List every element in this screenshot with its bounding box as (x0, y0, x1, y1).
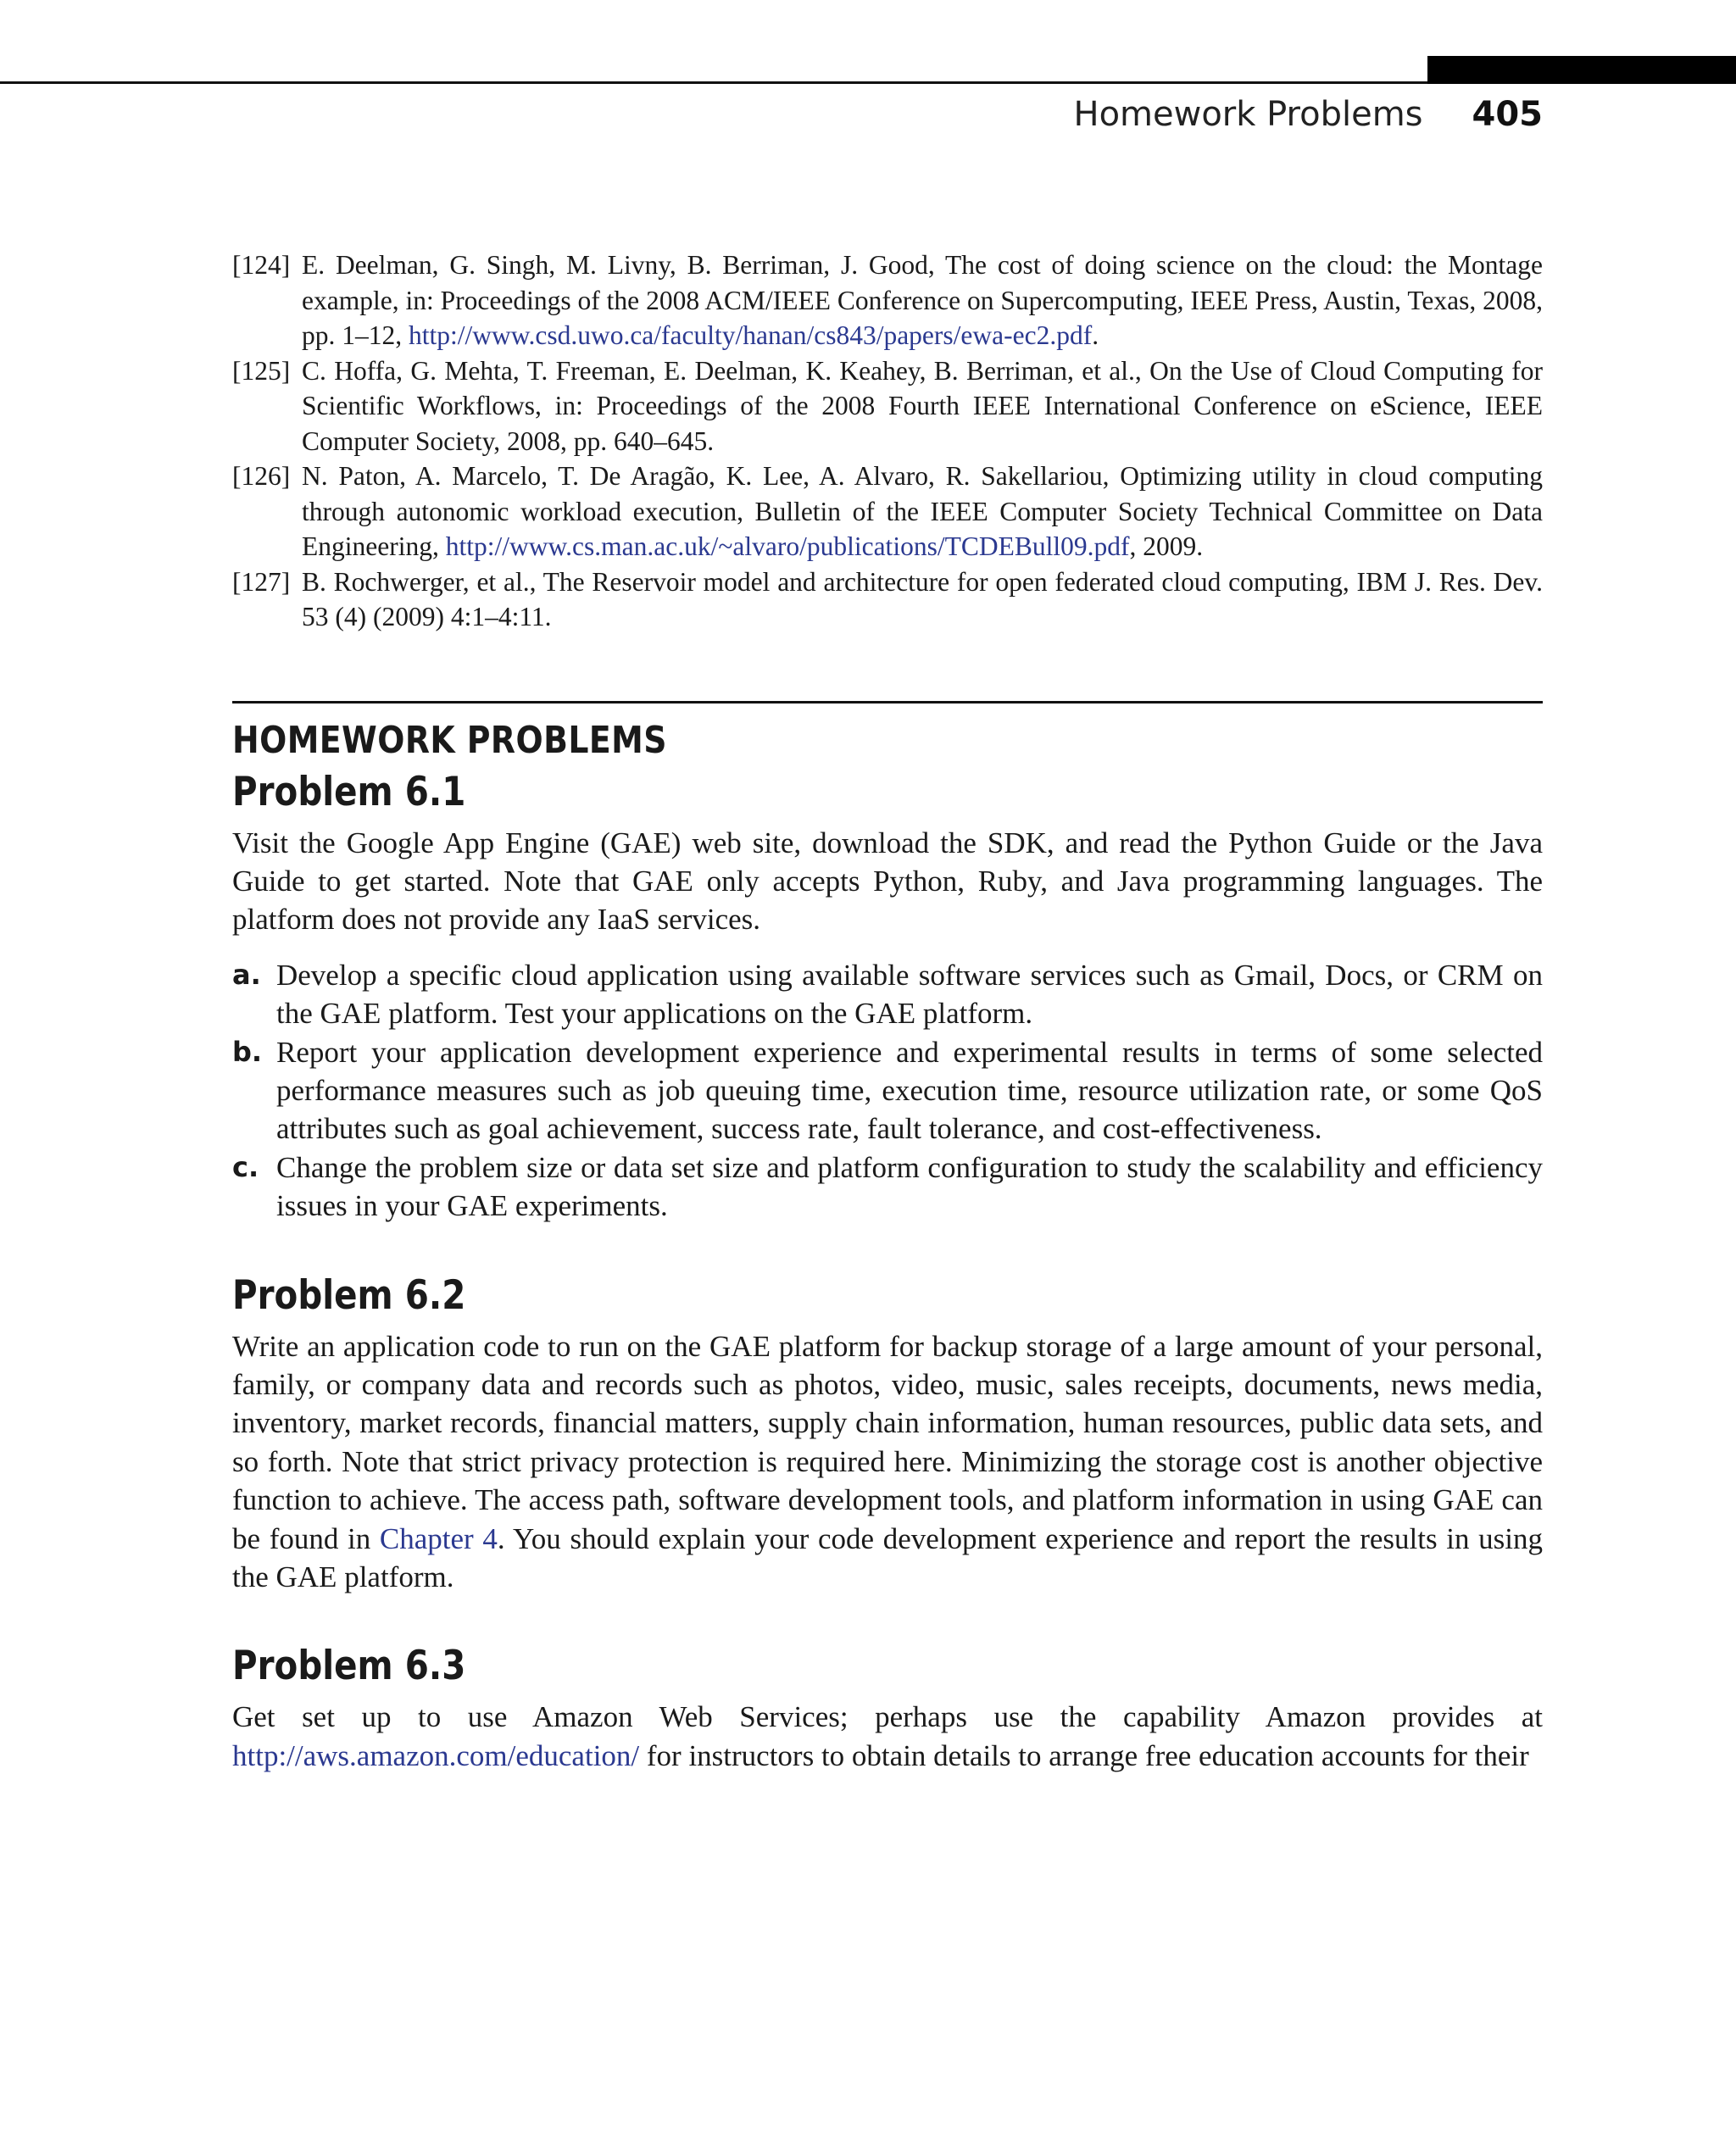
problem-6-2-text-end: . You should explain your code development experience and report the results in using the GAE platform. (232, 1521, 1544, 1593)
reference-item (232, 247, 1543, 353)
subitem-text: Develop a specific cloud application using available software services such as Gmail, Docs, or CRM on the GAE platform. Test your applications on the GAE platform. (276, 958, 1543, 1031)
problem-6-1-intro: Visit the Google App Engine (GAE) web site, download the SDK, and read the Python Guide or the Java Guide to get started. Note that GAE only accepts Python, Ruby, and Java programming languages. The platform does not provide any IaaS services. (232, 826, 1543, 937)
page-body (232, 247, 1543, 1775)
section-heading: HOMEWORK PROBLEMS (232, 718, 667, 762)
reference-number: [126] (232, 461, 291, 491)
problem-6-3-body (232, 1698, 1543, 1775)
reference-item (232, 564, 1543, 635)
chapter-4-link[interactable]: Chapter 4 (379, 1521, 498, 1555)
reference-item (232, 459, 1543, 564)
reference-text: C. Hoffa, G. Mehta, T. Freeman, E. Deelman, K. Keahey, B. Berriman, et al., On the Use of Cloud Computing for Scientific Workflows, in: Proceedings of the 2008 Fourth IEEE International Conference on eScience, IEEE Computer Society, 2008, pp. 640–645. (302, 355, 1543, 456)
header-tab-bar (1427, 56, 1736, 84)
reference-link[interactable]: http://www.csd.uwo.ca/faculty/hanan/cs843/papers/ewa-ec2.pdf (409, 320, 1093, 350)
subitem-label: c. (232, 1150, 259, 1183)
reference-number: [125] (232, 355, 291, 386)
page-number: 405 (1472, 95, 1543, 134)
running-header (1073, 95, 1543, 134)
problem-6-2-heading: Problem 6.2 (232, 1271, 466, 1319)
subitem-a (232, 956, 1543, 1033)
problem-6-3-heading: Problem 6.3 (232, 1643, 466, 1690)
subitem-label: b. (232, 1035, 263, 1068)
problem-6-1-subitems (232, 956, 1543, 1226)
problem-6-3-text: Get set up to use Amazon Web Services; perhaps use the capability Amazon provides at (232, 1700, 1543, 1734)
reference-link[interactable]: http://www.cs.man.ac.uk/~alvaro/publications/TCDEBull09.pdf (445, 531, 1130, 561)
aws-education-link[interactable]: http://aws.amazon.com/education/ (232, 1738, 640, 1772)
subitem-text: Change the problem size or data set size and platform configuration to study the scalability and efficiency issues in your GAE experiments. (276, 1150, 1543, 1223)
reference-text: B. Rochwerger, et al., The Reservoir model and architecture for open federated cloud computing, IBM J. Res. Dev. 53 (4) (2009) 4:1–4:11. (302, 566, 1543, 631)
subitem-text: Report your application development experience and experimental results in terms of some selected performance measures such as job queuing time, execution time, resource utilization rate, or some QoS attributes such as goal achievement, success rate, fault tolerance, and cost-effectiveness. (276, 1035, 1543, 1146)
problem-6-3-text-end: for instructors to obtain details to arrange free education accounts for their (639, 1738, 1529, 1772)
problem-6-2-text: Write an application code to run on the GAE platform for backup storage of a large amount of your personal, family, or company data and records such as photos, video, music, sales receipts, documents, news media, inventory, market records, financial matters, supply chain information, human resources, public data sets, and so forth. Note that strict privacy protection is required here. Minimizing the storage cost is another objective function to achieve. The access path, software development tools, and platform information in using GAE can be found in (232, 1329, 1543, 1555)
subitem-label: a. (232, 958, 261, 991)
running-title: Homework Problems (1073, 95, 1423, 134)
reference-number: [127] (232, 566, 291, 597)
section-rule (232, 701, 1543, 703)
problem-6-2-body (232, 1327, 1543, 1597)
subitem-c (232, 1148, 1543, 1226)
reference-list (232, 247, 1543, 635)
reference-number: [124] (232, 250, 291, 280)
subitem-b (232, 1033, 1543, 1148)
problem-6-1-heading: Problem 6.1 (232, 768, 466, 815)
reference-text-end: . (1092, 320, 1099, 350)
reference-text: N. Paton, A. Marcelo, T. De Aragão, K. Lee, A. Alvaro, R. Sakellariou, Optimizing utility in cloud computing through autonomic workload execution, Bulletin of the IEEE Computer Society Technical Committee on Data Engineering, (302, 461, 1543, 561)
reference-item (232, 353, 1543, 459)
reference-text-end: , 2009. (1129, 531, 1204, 561)
reference-text: E. Deelman, G. Singh, M. Livny, B. Berriman, J. Good, The cost of doing science on the cloud: the Montage example, in: Proceedings of the 2008 ACM/IEEE Conference on Supercomputing, IEEE Press, Austin, Texas, 2008, pp. 1–12, (302, 250, 1543, 350)
